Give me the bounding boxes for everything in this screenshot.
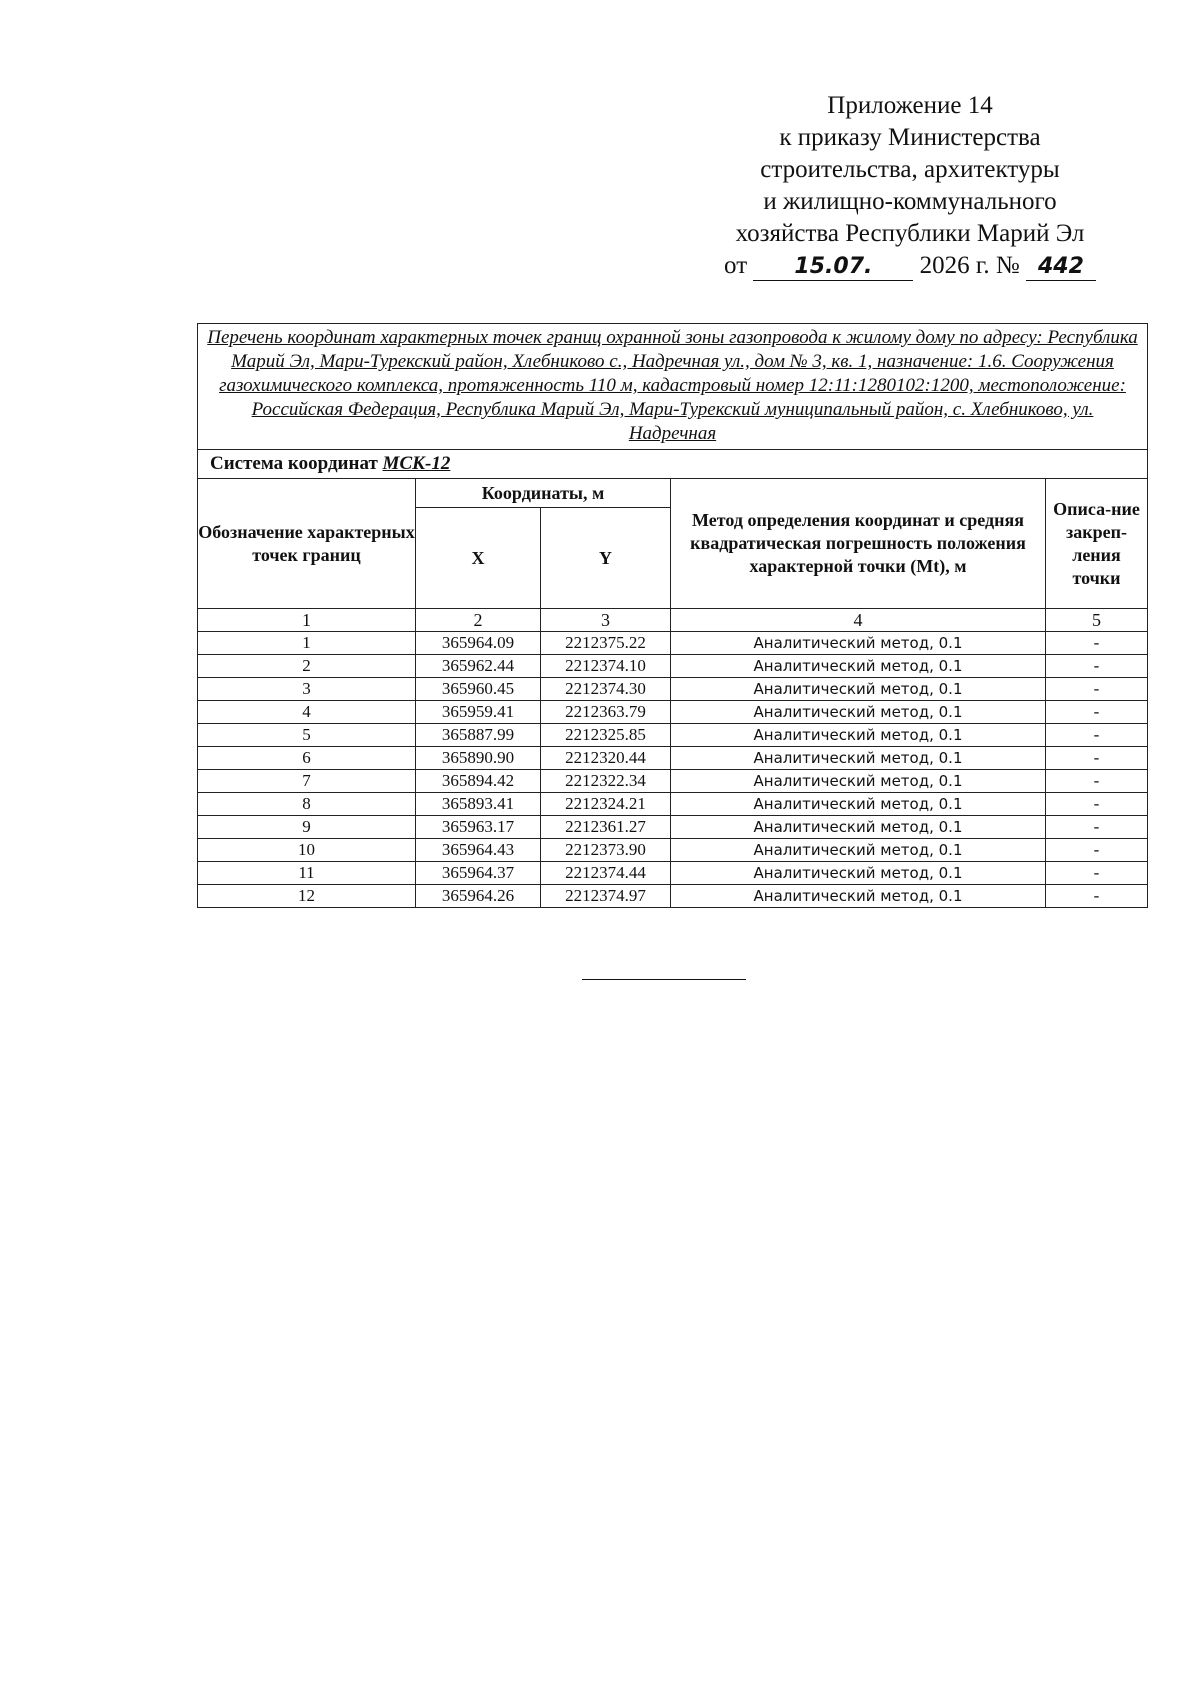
x-cell: 365964.37	[416, 862, 541, 885]
method-cell: Аналитический метод, 0.1	[671, 862, 1046, 885]
table-row	[198, 655, 1148, 678]
coordinate-system-row	[198, 450, 1148, 479]
y-cell: 2212324.21	[541, 793, 671, 816]
order-date-line	[700, 250, 1120, 282]
x-cell: 365890.90	[416, 747, 541, 770]
y-cell: 2212374.44	[541, 862, 671, 885]
header-method: Метод определения координат и средняя квадратическая погрешность положения характерной точки (Mt), м	[671, 479, 1046, 609]
header-point: Обозначение характерных точек границ	[198, 479, 416, 609]
column-number: 1	[198, 609, 416, 632]
column-number: 3	[541, 609, 671, 632]
description-cell: -	[1046, 678, 1148, 701]
table-row	[198, 839, 1148, 862]
table-row	[198, 724, 1148, 747]
method-cell: Аналитический метод, 0.1	[671, 747, 1046, 770]
point-cell: 4	[198, 701, 416, 724]
table-row	[198, 816, 1148, 839]
header-y: Y	[541, 508, 671, 609]
x-cell: 365887.99	[416, 724, 541, 747]
point-cell: 6	[198, 747, 416, 770]
header-x: X	[416, 508, 541, 609]
method-cell: Аналитический метод, 0.1	[671, 655, 1046, 678]
description-cell: -	[1046, 793, 1148, 816]
description-cell: -	[1046, 839, 1148, 862]
header-line: хозяйства Республики Марий Эл	[735, 220, 1085, 247]
description-cell: -	[1046, 816, 1148, 839]
y-cell: 2212374.30	[541, 678, 671, 701]
table-row	[198, 793, 1148, 816]
handwritten-date: 15.07.	[753, 254, 913, 281]
coordinate-system-label: Система координат	[210, 453, 378, 474]
description-cell: -	[1046, 655, 1148, 678]
description-cell: -	[1046, 701, 1148, 724]
point-cell: 3	[198, 678, 416, 701]
table-row	[198, 678, 1148, 701]
point-cell: 5	[198, 724, 416, 747]
table-row	[198, 885, 1148, 908]
date-suffix: 2026 г. №	[919, 252, 1020, 279]
closing-rule	[582, 979, 746, 980]
description-cell: -	[1046, 862, 1148, 885]
x-cell: 365964.43	[416, 839, 541, 862]
x-cell: 365964.09	[416, 632, 541, 655]
y-cell: 2212363.79	[541, 701, 671, 724]
point-cell: 11	[198, 862, 416, 885]
table-row	[198, 747, 1148, 770]
description-cell: -	[1046, 770, 1148, 793]
x-cell: 365962.44	[416, 655, 541, 678]
column-number: 2	[416, 609, 541, 632]
description-cell: -	[1046, 885, 1148, 908]
y-cell: 2212373.90	[541, 839, 671, 862]
point-cell: 9	[198, 816, 416, 839]
x-cell: 365893.41	[416, 793, 541, 816]
column-number-row	[198, 609, 1148, 632]
x-cell: 365963.17	[416, 816, 541, 839]
header-coordinates: Координаты, м	[416, 479, 671, 508]
method-cell: Аналитический метод, 0.1	[671, 793, 1046, 816]
method-cell: Аналитический метод, 0.1	[671, 816, 1046, 839]
handwritten-order-number: 442	[1026, 254, 1096, 281]
header-line: и жилищно-коммунального	[763, 188, 1057, 215]
table-row	[198, 632, 1148, 655]
method-cell: Аналитический метод, 0.1	[671, 724, 1046, 747]
x-cell: 365959.41	[416, 701, 541, 724]
description-cell: -	[1046, 724, 1148, 747]
point-cell: 12	[198, 885, 416, 908]
y-cell: 2212374.97	[541, 885, 671, 908]
table-row	[198, 770, 1148, 793]
y-cell: 2212374.10	[541, 655, 671, 678]
table-row	[198, 862, 1148, 885]
point-cell: 8	[198, 793, 416, 816]
table-caption: Перечень координат характерных точек границ охранной зоны газопровода к жилому дому по адресу: Республика Марий Эл, Мари-Турекский район, Хлебниково с., Надречная ул., дом № 3, кв. 1, назначение: 1.6. Сооружения газохимического комплекса, протяженность 110 м, кадастровый номер 12:11:1280102:1200, местоположение: Российская Федерация, Республика Марий Эл, Мари-Турекский муниципальный район, с. Хлебниково, ул. Надречная	[198, 324, 1148, 450]
coordinate-system	[198, 450, 1148, 479]
point-cell: 10	[198, 839, 416, 862]
appendix-header	[700, 90, 1120, 282]
table-row	[198, 701, 1148, 724]
method-cell: Аналитический метод, 0.1	[671, 770, 1046, 793]
header-line: строительства, архитектуры	[760, 156, 1060, 183]
y-cell: 2212325.85	[541, 724, 671, 747]
y-cell: 2212375.22	[541, 632, 671, 655]
point-cell: 7	[198, 770, 416, 793]
header-row-1	[198, 479, 1148, 508]
point-cell: 2	[198, 655, 416, 678]
y-cell: 2212320.44	[541, 747, 671, 770]
description-cell: -	[1046, 747, 1148, 770]
header-line: Приложение 14	[827, 92, 993, 119]
method-cell: Аналитический метод, 0.1	[671, 885, 1046, 908]
x-cell: 365894.42	[416, 770, 541, 793]
method-cell: Аналитический метод, 0.1	[671, 701, 1046, 724]
x-cell: 365964.26	[416, 885, 541, 908]
header-description: Описа-ние закреп-ления точки	[1046, 479, 1148, 609]
point-cell: 1	[198, 632, 416, 655]
date-prefix: от	[724, 252, 748, 279]
header-line: к приказу Министерства	[779, 124, 1041, 151]
table-caption-row	[198, 324, 1148, 450]
method-cell: Аналитический метод, 0.1	[671, 678, 1046, 701]
method-cell: Аналитический метод, 0.1	[671, 632, 1046, 655]
description-cell: -	[1046, 632, 1148, 655]
coordinates-table	[197, 323, 1148, 908]
method-cell: Аналитический метод, 0.1	[671, 839, 1046, 862]
column-number: 5	[1046, 609, 1148, 632]
y-cell: 2212322.34	[541, 770, 671, 793]
x-cell: 365960.45	[416, 678, 541, 701]
coordinate-system-value: МСК-12	[382, 453, 451, 474]
y-cell: 2212361.27	[541, 816, 671, 839]
column-number: 4	[671, 609, 1046, 632]
